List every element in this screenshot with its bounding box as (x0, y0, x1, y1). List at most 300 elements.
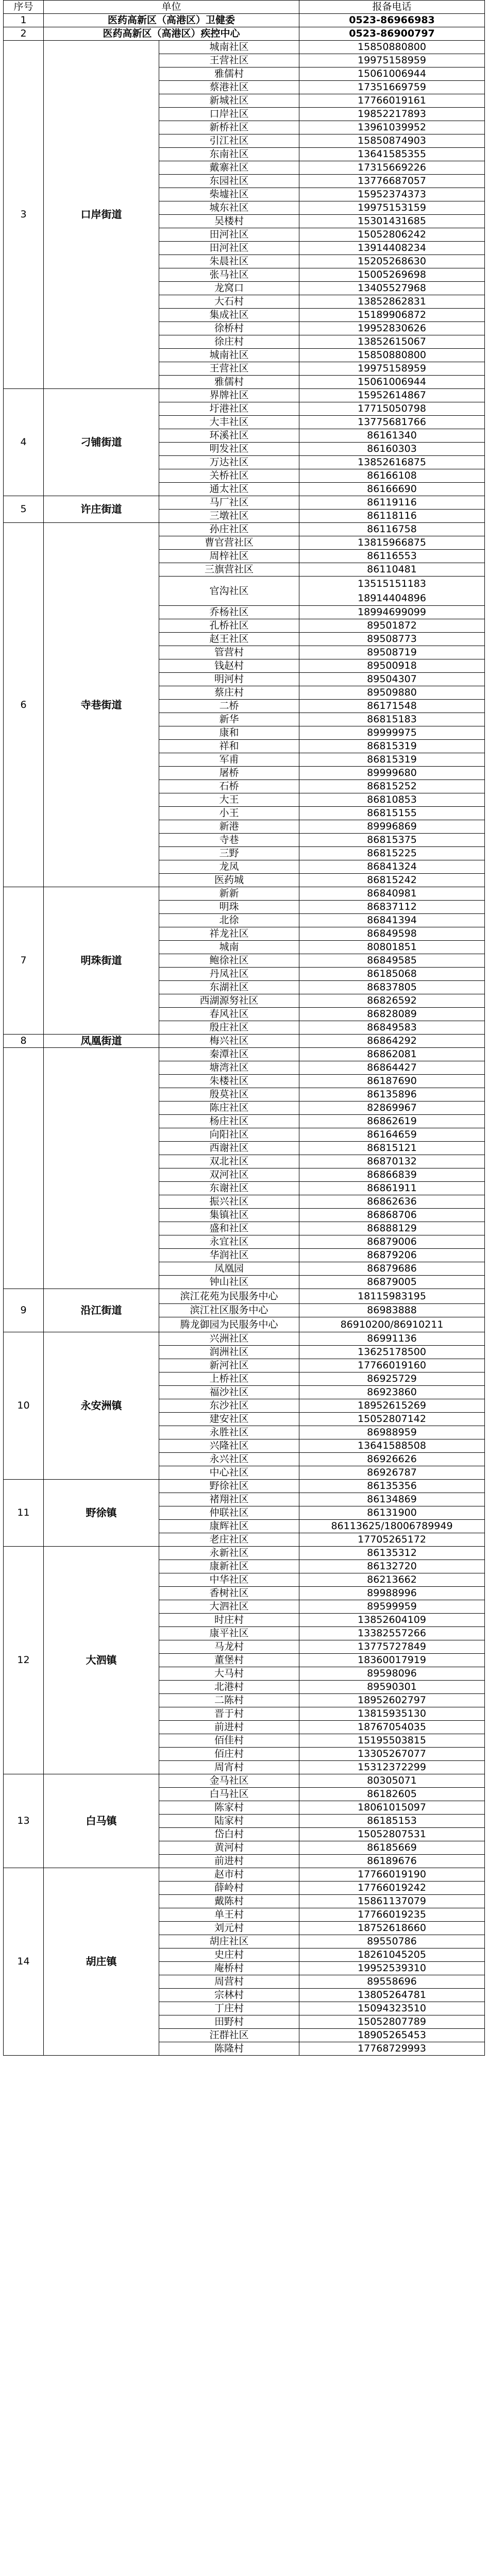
unit-name: 振兴社区 (159, 1195, 299, 1209)
unit-name: 集镇社区 (159, 1209, 299, 1222)
phone-number: 17766019160 (299, 1359, 485, 1372)
table-row (4, 1289, 485, 1304)
unit-name: 前进村 (159, 1855, 299, 1868)
unit-name: 城南社区 (159, 41, 299, 54)
phone-number: 17766019242 (299, 1882, 485, 1895)
phone-number: 0523-86966983 (299, 14, 485, 27)
unit-name: 管营村 (159, 646, 299, 659)
phone-number: 86116758 (299, 523, 485, 536)
table-row (4, 14, 485, 27)
unit-name: 周营村 (159, 1975, 299, 1989)
street-name: 寺巷街道 (44, 523, 159, 887)
unit-name: 仲联社区 (159, 1506, 299, 1520)
street-name: 口岸街道 (44, 41, 159, 389)
unit-name: 龙窝口 (159, 282, 299, 295)
phone-number: 15850880800 (299, 41, 485, 54)
phone-number: 13852604109 (299, 1614, 485, 1627)
unit-name: 徐桥村 (159, 322, 299, 335)
phone-number: 18360017919 (299, 1654, 485, 1667)
phone-number: 13775727849 (299, 1640, 485, 1654)
street-name: 沿江街道 (44, 1289, 159, 1332)
unit-name: 三野 (159, 847, 299, 860)
unit-name: 白马社区 (159, 1788, 299, 1801)
unit-name: 永胜社区 (159, 1426, 299, 1439)
unit-name: 丁庄村 (159, 2002, 299, 2015)
unit-name: 陈隆村 (159, 2042, 299, 2056)
phone-number: 86131900 (299, 1506, 485, 1520)
phone-number: 86110481 (299, 563, 485, 577)
table-row (4, 1048, 485, 1061)
unit-name: 润洲社区 (159, 1346, 299, 1359)
section-number (4, 1048, 44, 1289)
table-row (4, 1547, 485, 1560)
unit-name: 新华 (159, 713, 299, 726)
unit-name: 口岸社区 (159, 108, 299, 121)
phone-number: 89501872 (299, 619, 485, 633)
unit-name: 梅兴社区 (159, 1035, 299, 1048)
phone-number: 86837112 (299, 901, 485, 914)
unit-name: 三旗营社区 (159, 563, 299, 577)
phone-number: 86983888 (299, 1304, 485, 1317)
phone-number: 19952830626 (299, 322, 485, 335)
unit-name: 孙庄社区 (159, 523, 299, 536)
unit-name: 滨江社区服务中心 (159, 1304, 299, 1317)
phone-number: 89508719 (299, 646, 485, 659)
phone-number: 15189906872 (299, 309, 485, 322)
phone-number: 86815375 (299, 834, 485, 847)
unit-name: 康新社区 (159, 1560, 299, 1573)
table-row (4, 887, 485, 901)
unit-name: 三墩社区 (159, 510, 299, 523)
unit-name: 岱白村 (159, 1828, 299, 1841)
unit-name: 小王 (159, 807, 299, 820)
unit-name: 明河村 (159, 673, 299, 686)
unit-name: 庵桥村 (159, 1962, 299, 1975)
unit-name: 向阳社区 (159, 1128, 299, 1142)
phone-number: 86879005 (299, 1276, 485, 1289)
unit-name: 戴寨社区 (159, 161, 299, 175)
unit-name: 大马村 (159, 1667, 299, 1681)
table-header-row (4, 1, 485, 14)
phone-number: 13405527968 (299, 282, 485, 295)
phone-number: 18905265453 (299, 2029, 485, 2042)
phone-number: 86988959 (299, 1426, 485, 1439)
phone-number: 86862619 (299, 1115, 485, 1128)
phone-number: 86810853 (299, 793, 485, 807)
phone-number: 89504307 (299, 673, 485, 686)
phone-number: 13852862831 (299, 295, 485, 309)
unit-name: 蔡港社区 (159, 81, 299, 94)
phone-number: 89988996 (299, 1587, 485, 1600)
unit-name: 周梓社区 (159, 550, 299, 563)
phone-number: 18261045205 (299, 1948, 485, 1962)
street-name: 许庄街道 (44, 496, 159, 523)
phone-number: 13815935130 (299, 1707, 485, 1721)
unit-name: 王营社区 (159, 54, 299, 67)
phone-number: 86135896 (299, 1088, 485, 1101)
row-number: 2 (4, 27, 44, 41)
phone-number: 19975153159 (299, 201, 485, 215)
unit-name: 田河社区 (159, 242, 299, 255)
phone-number: 89508773 (299, 633, 485, 646)
street-name: 凤凰街道 (44, 1035, 159, 1048)
phone-number: 80801851 (299, 941, 485, 954)
unit-name: 集成社区 (159, 309, 299, 322)
unit-name: 腾龙御园为民服务中心 (159, 1317, 299, 1332)
phone-number: 86118116 (299, 510, 485, 523)
unit-name: 蔡庄村 (159, 686, 299, 700)
unit-name: 关桥社区 (159, 469, 299, 483)
phone-number: 86879686 (299, 1262, 485, 1276)
phone-number: 18994699099 (299, 606, 485, 619)
phone-number: 13805264781 (299, 1989, 485, 2002)
phone-number: 86116553 (299, 550, 485, 563)
unit-name: 黄河村 (159, 1841, 299, 1855)
phone-number: 13776687057 (299, 175, 485, 188)
unit-name: 永兴社区 (159, 1453, 299, 1466)
unit-name: 新桥社区 (159, 121, 299, 134)
phone-number: 86119116 (299, 496, 485, 510)
phone-number: 86926626 (299, 1453, 485, 1466)
contact-table (3, 0, 485, 2056)
unit-name: 胡庄社区 (159, 1935, 299, 1948)
phone-number: 13914408234 (299, 242, 485, 255)
phone-number: 86861911 (299, 1182, 485, 1195)
unit-name: 曹官营社区 (159, 536, 299, 550)
unit-name: 田野村 (159, 2015, 299, 2029)
unit-name: 界牌社区 (159, 389, 299, 402)
unit-name: 董堡村 (159, 1654, 299, 1667)
phone-number: 86849583 (299, 1021, 485, 1035)
phone-number: 0523-86900797 (299, 27, 485, 41)
phone-number: 86868706 (299, 1209, 485, 1222)
unit-name: 医药高新区（高港区）疾控中心 (44, 27, 299, 41)
unit-name: 老庄社区 (159, 1533, 299, 1547)
phone-number: 86923860 (299, 1386, 485, 1399)
unit-name: 医药城 (159, 874, 299, 887)
street-name: 明珠街道 (44, 887, 159, 1035)
unit-name: 北港村 (159, 1681, 299, 1694)
section-number: 11 (4, 1480, 44, 1547)
unit-name: 戴陈村 (159, 1895, 299, 1908)
unit-name: 陈家村 (159, 1801, 299, 1815)
phone-number: 86837805 (299, 981, 485, 994)
unit-name: 吴楼村 (159, 215, 299, 228)
unit-name: 中心社区 (159, 1466, 299, 1480)
section-number: 14 (4, 1868, 44, 2056)
phone-number: 18061015097 (299, 1801, 485, 1815)
phone-number: 13641588508 (299, 1439, 485, 1453)
table-row (4, 41, 485, 54)
phone-number: 86925729 (299, 1372, 485, 1386)
unit-name: 马龙村 (159, 1640, 299, 1654)
unit-name: 野徐社区 (159, 1480, 299, 1493)
table-row (4, 496, 485, 510)
phone-number: 86189676 (299, 1855, 485, 1868)
phone-number: 86132720 (299, 1560, 485, 1573)
unit-name: 滨江花苑为民服务中心 (159, 1289, 299, 1304)
street-name: 野徐镇 (44, 1480, 159, 1547)
table-row (4, 1332, 485, 1346)
unit-name: 圩港社区 (159, 402, 299, 416)
unit-name: 二桥 (159, 700, 299, 713)
table-row (4, 1480, 485, 1493)
unit-name: 二陈村 (159, 1694, 299, 1707)
phone-number: 86862636 (299, 1195, 485, 1209)
unit-name: 康辉社区 (159, 1520, 299, 1533)
phone-number: 80305071 (299, 1774, 485, 1788)
phone-number: 86849585 (299, 954, 485, 968)
phone-number: 86864292 (299, 1035, 485, 1048)
phone-number: 86171548 (299, 700, 485, 713)
table-row (4, 1868, 485, 1882)
phone-number: 15205268630 (299, 255, 485, 268)
unit-name: 大王 (159, 793, 299, 807)
table-row (4, 523, 485, 536)
phone-number: 86815183 (299, 713, 485, 726)
phone-number: 86879006 (299, 1235, 485, 1249)
street-name: 胡庄镇 (44, 1868, 159, 2056)
unit-name: 医药高新区（高港区）卫健委 (44, 14, 299, 27)
phone-number: 13852615067 (299, 335, 485, 349)
unit-name: 秦潭社区 (159, 1048, 299, 1061)
unit-name: 赵王社区 (159, 633, 299, 646)
street-name (44, 1048, 159, 1289)
phone-number: 86815155 (299, 807, 485, 820)
phone-number: 86840981 (299, 887, 485, 901)
unit-name: 周宵村 (159, 1761, 299, 1774)
phone-number: 15052807789 (299, 2015, 485, 2029)
unit-name: 西湖源努社区 (159, 994, 299, 1008)
unit-name: 单王村 (159, 1908, 299, 1922)
unit-name: 钱赵村 (159, 659, 299, 673)
unit-name: 龙凤 (159, 860, 299, 874)
unit-name: 春风社区 (159, 1008, 299, 1021)
phone-number: 15061006944 (299, 67, 485, 81)
table-row (4, 27, 485, 41)
phone-number: 18767054035 (299, 1721, 485, 1734)
phone-number: 15052807142 (299, 1413, 485, 1426)
unit-name: 石桥 (159, 780, 299, 793)
phone-number: 86888129 (299, 1222, 485, 1235)
table-body (4, 14, 485, 2056)
phone-number: 18952615269 (299, 1399, 485, 1413)
phone-number: 19952539310 (299, 1962, 485, 1975)
street-name: 永安洲镇 (44, 1332, 159, 1480)
unit-name: 建安社区 (159, 1413, 299, 1426)
unit-name: 刘元村 (159, 1922, 299, 1935)
unit-name: 上桥社区 (159, 1372, 299, 1386)
phone-number: 13625178500 (299, 1346, 485, 1359)
unit-name: 薛岭村 (159, 1882, 299, 1895)
unit-name: 殷庄社区 (159, 1021, 299, 1035)
unit-name: 徐庄村 (159, 335, 299, 349)
phone-number: 86841394 (299, 914, 485, 927)
unit-name: 双河社区 (159, 1168, 299, 1182)
phone-number: 89599959 (299, 1600, 485, 1614)
phone-number: 86161340 (299, 429, 485, 443)
unit-name: 引江社区 (159, 134, 299, 148)
phone-number: 86828089 (299, 1008, 485, 1021)
phone-number: 86113625/18006789949 (299, 1520, 485, 1533)
unit-name: 兴隆社区 (159, 1439, 299, 1453)
phone-number: 17768729993 (299, 2042, 485, 2056)
phone-number: 13852616875 (299, 456, 485, 469)
phone-number: 86815252 (299, 780, 485, 793)
unit-name: 官沟社区 (159, 577, 299, 606)
phone-number: 17766019235 (299, 1908, 485, 1922)
unit-name: 张马社区 (159, 268, 299, 282)
phone-number: 86185153 (299, 1815, 485, 1828)
phone-number: 86213662 (299, 1573, 485, 1587)
unit-name: 新新 (159, 887, 299, 901)
unit-name: 大石村 (159, 295, 299, 309)
phone-number: 86160303 (299, 443, 485, 456)
phone-number: 17705265172 (299, 1533, 485, 1547)
phone-number: 86991136 (299, 1332, 485, 1346)
unit-name: 福沙社区 (159, 1386, 299, 1399)
phone-number: 86864427 (299, 1061, 485, 1075)
header-phone: 报备电话 (299, 1, 485, 14)
unit-name: 殷莫社区 (159, 1088, 299, 1101)
section-number: 12 (4, 1547, 44, 1774)
phone-number: 13961039952 (299, 121, 485, 134)
unit-name: 新港 (159, 820, 299, 834)
phone-number: 86185669 (299, 1841, 485, 1855)
phone-number: 86862081 (299, 1048, 485, 1061)
phone-number: 89509880 (299, 686, 485, 700)
unit-name: 康和 (159, 726, 299, 740)
unit-name: 孔桥社区 (159, 619, 299, 633)
unit-name: 康平社区 (159, 1627, 299, 1640)
phone-number: 86870132 (299, 1155, 485, 1168)
unit-name: 陆家村 (159, 1815, 299, 1828)
phone-number: 86187690 (299, 1075, 485, 1088)
unit-name: 明发社区 (159, 443, 299, 456)
unit-name: 屠桥 (159, 767, 299, 780)
unit-name: 田河社区 (159, 228, 299, 242)
unit-name: 东湖社区 (159, 981, 299, 994)
phone-number: 19975158959 (299, 362, 485, 376)
unit-name: 盛和社区 (159, 1222, 299, 1235)
unit-name: 大丰社区 (159, 416, 299, 429)
phone-number: 18952602797 (299, 1694, 485, 1707)
phone-number: 86849598 (299, 927, 485, 941)
phone-number: 13515151183 18914404896 (299, 577, 485, 606)
unit-name: 金马社区 (159, 1774, 299, 1788)
unit-name: 陈庄社区 (159, 1101, 299, 1115)
unit-name: 凤凰园 (159, 1262, 299, 1276)
phone-number: 86135312 (299, 1547, 485, 1560)
unit-name: 佰佳村 (159, 1734, 299, 1748)
phone-number: 19975158959 (299, 54, 485, 67)
unit-name: 通太社区 (159, 483, 299, 496)
phone-number: 15005269698 (299, 268, 485, 282)
phone-number: 86815319 (299, 740, 485, 753)
phone-number: 89999680 (299, 767, 485, 780)
phone-number: 89996869 (299, 820, 485, 834)
section-number: 7 (4, 887, 44, 1035)
unit-name: 永新社区 (159, 1547, 299, 1560)
unit-name: 军甫 (159, 753, 299, 767)
phone-number: 89598096 (299, 1667, 485, 1681)
phone-number: 86815121 (299, 1142, 485, 1155)
unit-name: 环溪社区 (159, 429, 299, 443)
unit-name: 东南社区 (159, 148, 299, 161)
unit-name: 前进村 (159, 1721, 299, 1734)
phone-number: 17766019161 (299, 94, 485, 108)
unit-name: 城南 (159, 941, 299, 954)
phone-number: 15061006944 (299, 376, 485, 389)
unit-name: 城南社区 (159, 349, 299, 362)
unit-name: 大泗社区 (159, 1600, 299, 1614)
unit-name: 时庄村 (159, 1614, 299, 1627)
table-row (4, 1035, 485, 1048)
unit-name: 香树社区 (159, 1587, 299, 1600)
unit-name: 丹凤社区 (159, 968, 299, 981)
phone-number: 86185068 (299, 968, 485, 981)
phone-number: 86910200/86910211 (299, 1317, 485, 1332)
street-name: 白马镇 (44, 1774, 159, 1868)
phone-number: 17715050798 (299, 402, 485, 416)
phone-number: 86815242 (299, 874, 485, 887)
phone-number: 89590301 (299, 1681, 485, 1694)
unit-name: 朱楼社区 (159, 1075, 299, 1088)
unit-name: 柴墟社区 (159, 188, 299, 201)
phone-number: 86926787 (299, 1466, 485, 1480)
phone-number: 86815225 (299, 847, 485, 860)
phone-number: 15850880800 (299, 349, 485, 362)
unit-name: 祥和 (159, 740, 299, 753)
phone-number: 13305267077 (299, 1748, 485, 1761)
phone-number: 86135356 (299, 1480, 485, 1493)
unit-name: 雅儒村 (159, 67, 299, 81)
phone-number: 18752618660 (299, 1922, 485, 1935)
phone-number: 89550786 (299, 1935, 485, 1948)
phone-number: 86166690 (299, 483, 485, 496)
phone-number: 86841324 (299, 860, 485, 874)
section-number: 9 (4, 1289, 44, 1332)
header-no: 序号 (4, 1, 44, 14)
unit-name: 杨庄社区 (159, 1115, 299, 1128)
unit-name: 王营社区 (159, 362, 299, 376)
section-number: 5 (4, 496, 44, 523)
section-number: 3 (4, 41, 44, 389)
unit-name: 赵市村 (159, 1868, 299, 1882)
phone-number: 17315669226 (299, 161, 485, 175)
phone-number: 86166108 (299, 469, 485, 483)
phone-number: 15861137079 (299, 1895, 485, 1908)
phone-number: 86866839 (299, 1168, 485, 1182)
unit-name: 东谢社区 (159, 1182, 299, 1195)
phone-number: 13775681766 (299, 416, 485, 429)
unit-name: 永宜社区 (159, 1235, 299, 1249)
unit-name: 华润社区 (159, 1249, 299, 1262)
unit-name: 东沙社区 (159, 1399, 299, 1413)
unit-name: 双北社区 (159, 1155, 299, 1168)
unit-name: 塘湾社区 (159, 1061, 299, 1075)
phone-number: 15052807531 (299, 1828, 485, 1841)
unit-name: 祥龙社区 (159, 927, 299, 941)
phone-number: 86164659 (299, 1128, 485, 1142)
unit-name: 佰庄村 (159, 1748, 299, 1761)
unit-name: 万达社区 (159, 456, 299, 469)
unit-name: 宗林村 (159, 1989, 299, 2002)
unit-name: 新河社区 (159, 1359, 299, 1372)
unit-name: 明珠 (159, 901, 299, 914)
unit-name: 北徐 (159, 914, 299, 927)
unit-name: 雅儒村 (159, 376, 299, 389)
